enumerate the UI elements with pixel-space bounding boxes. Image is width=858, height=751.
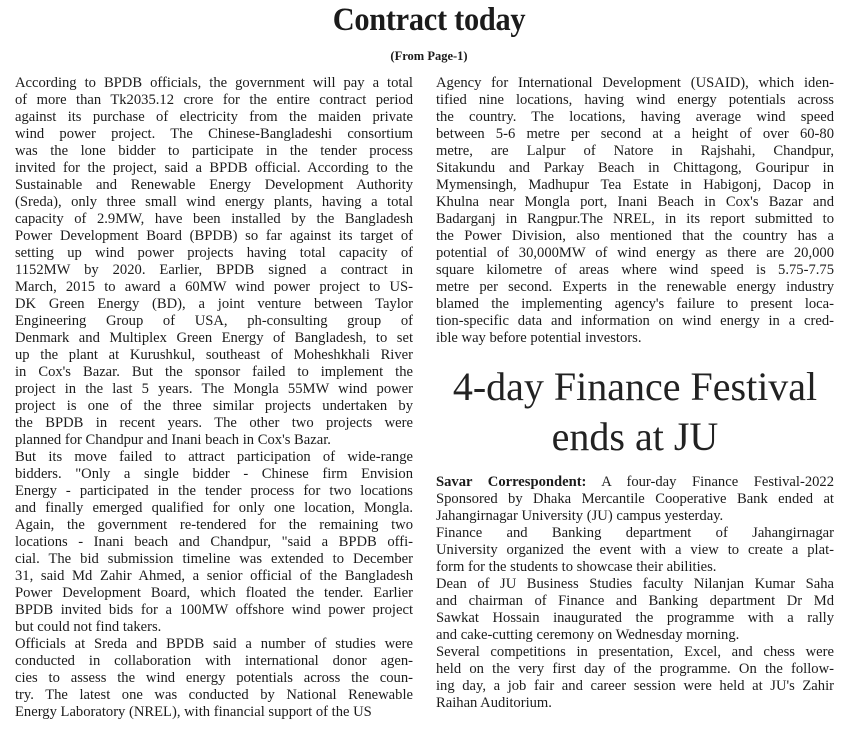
text-line-content: capacity of 2.9MW, have been installed by the Bangladesh	[15, 211, 413, 227]
text-line-content: tion-specific data and information on wind energy in a cred-	[436, 313, 834, 329]
text-line	[15, 109, 413, 126]
text-line	[15, 466, 413, 483]
text-line-content: Mymensingh, Madhupur Tea Estate in Habigonj, Dacop in	[436, 177, 834, 193]
text-line	[15, 568, 413, 585]
text-line	[436, 525, 834, 542]
text-line	[436, 313, 834, 330]
text-line-content: project is one of the three similar projects undertaken by	[15, 398, 413, 414]
text-line	[436, 194, 834, 211]
text-line-content: Sustainable and Renewable Energy Development Authority	[15, 177, 413, 193]
text-line-content: Agency for International Development (USAID), which iden-	[436, 75, 834, 91]
text-line	[15, 449, 413, 466]
text-line	[15, 347, 413, 364]
text-line-content: Power Development Board, which floated the tender. Earlier	[15, 585, 413, 601]
text-line-content: held on the very first day of the programme. On the follow-	[436, 661, 834, 677]
text-line	[436, 576, 834, 593]
text-line	[15, 262, 413, 279]
text-line-content: the country. The locations, having average wind speed	[436, 109, 834, 125]
text-line-content: invited for the project, said a BPDB official. According to the	[15, 160, 413, 176]
text-line	[436, 245, 834, 262]
text-line-content: DK Green Energy (BD), a joint venture between Taylor	[15, 296, 413, 312]
text-line-content: Engineering Group of USA, ph-consulting group of	[15, 313, 413, 329]
text-line	[436, 559, 834, 576]
text-line-content: metre, are Lalpur of Natore in Rajshahi, Chandpur,	[436, 143, 834, 159]
text-line-content: cial. The bid submission timeline was extended to December	[15, 551, 413, 567]
text-line	[15, 160, 413, 177]
text-line-content: According to BPDB officials, the government will pay a total	[15, 75, 413, 91]
text-line-content: and finally emerged qualified for only one location, Mongla.	[15, 500, 413, 516]
text-line-content: Again, the government re-tendered for the remaining two	[15, 517, 413, 533]
text-line	[15, 670, 413, 687]
text-line-content: Energy - participated in the tender process for two locations	[15, 483, 413, 499]
text-line-content: form for the students to showcase their abilities.	[436, 559, 717, 575]
text-line	[15, 585, 413, 602]
text-line-content: metre per second. Experts in the renewable energy industry	[436, 279, 834, 295]
text-line-content: Several competitions in presentation, Excel, and chess were	[436, 644, 834, 660]
text-line-content: conducted in collaboration with international donor agen-	[15, 653, 413, 669]
text-line	[15, 551, 413, 568]
text-line-content: ing day, a job fair and career session were held at JU's Zahir	[436, 678, 834, 694]
text-line	[436, 228, 834, 245]
text-line	[15, 279, 413, 296]
text-line	[436, 109, 834, 126]
text-line	[15, 364, 413, 381]
text-line-content: Power Development Board (BPDB) so far against its target of	[15, 228, 413, 244]
text-line	[15, 177, 413, 194]
text-line-content: Khulna near Mongla port, Inani Beach in Cox's Bazar and	[436, 194, 834, 210]
text-line	[15, 92, 413, 109]
text-line	[15, 704, 413, 721]
text-line-content: was the lone bidder to participate in the tender process	[15, 143, 413, 159]
text-line-content: and chairman of Finance and Banking department Dr Md	[436, 593, 834, 609]
headline-contract-today: Contract today	[332, 2, 526, 38]
text-line-content: Sponsored by Dhaka Mercantile Cooperative Bank ended at	[436, 491, 834, 507]
text-line-content: Dean of JU Business Studies faculty Nilanjan Kumar Saha	[436, 576, 834, 592]
text-line	[15, 245, 413, 262]
text-line	[436, 92, 834, 109]
text-line	[15, 296, 413, 313]
headline-line: 4-day Finance Festival	[452, 364, 818, 409]
text-line-content: Sawkat Hossain inaugurated the programme with a rally	[436, 610, 834, 626]
text-line-content: Sitakundu and Parkay Beach in Chittagong, Gouripur in	[436, 160, 834, 176]
text-line-content: between 5-6 metre per second at a height of over 60-80	[436, 126, 834, 142]
text-line	[15, 687, 413, 704]
article1-right-column	[436, 75, 834, 347]
text-line	[15, 483, 413, 500]
text-line-content: potential of 30,000MW of wind energy as there are 20,000	[436, 245, 834, 261]
text-line-content: Denmark and Multiplex Green Energy of Bangladesh, to set	[15, 330, 413, 346]
text-line	[436, 508, 834, 525]
text-line	[436, 593, 834, 610]
text-line-content: A four-day Finance Festival-2022	[601, 474, 835, 490]
text-line-content: 1152MW by 2020. Earlier, BPDB signed a contract in	[15, 262, 413, 278]
from-page-note: (From Page-1)	[390, 49, 468, 63]
text-line-content: University organized the event with a view to create a plat-	[436, 542, 834, 558]
text-line-content: blamed the implementing agency's failure to present loca-	[436, 296, 834, 312]
text-line-content: in Cox's Bazar. But the sponsor failed to implement the	[15, 364, 413, 380]
text-line	[436, 474, 834, 491]
headline-finance-festival	[436, 362, 834, 462]
text-line	[436, 542, 834, 559]
text-line	[15, 432, 413, 449]
text-line	[15, 75, 413, 92]
text-line	[436, 695, 834, 712]
text-line-content: setting up wind power projects having total capacity of	[15, 245, 413, 261]
text-line	[436, 177, 834, 194]
text-line-content: project in the last 5 years. The Mongla 55MW wind power	[15, 381, 413, 397]
text-line-content: locations - Inani beach and Chandpur, "said a BPDB offi-	[15, 534, 413, 550]
text-line	[436, 262, 834, 279]
text-line-content: Jahangirnagar University (JU) campus yesterday.	[436, 508, 724, 524]
text-line	[436, 678, 834, 695]
text-line-content: March, 2015 to award a 60MW wind power project to US-	[15, 279, 413, 295]
text-line	[436, 296, 834, 313]
text-line-content: bidders. "Only a single bidder - Chinese firm Envision	[15, 466, 413, 482]
text-line	[15, 228, 413, 245]
text-line	[436, 126, 834, 143]
text-line	[15, 330, 413, 347]
text-line	[15, 636, 413, 653]
text-line	[15, 211, 413, 228]
text-line-content: ible way before potential investors.	[436, 330, 642, 346]
text-line	[436, 279, 834, 296]
text-line	[436, 75, 834, 92]
text-line	[436, 610, 834, 627]
text-line	[15, 534, 413, 551]
text-line-content: 31, said Md Zahir Ahmed, a senior official of the Bangladesh	[15, 568, 413, 584]
article2-body	[436, 474, 834, 712]
headline-line: ends at JU	[551, 414, 719, 459]
text-line	[15, 517, 413, 534]
text-line	[15, 602, 413, 619]
text-line	[15, 126, 413, 143]
text-line	[436, 160, 834, 177]
text-line	[436, 211, 834, 228]
text-line-content: tified nine locations, having wind energy potentials across	[436, 92, 834, 108]
byline: Savar Correspondent:	[436, 474, 587, 490]
article1-left-column	[15, 75, 413, 721]
text-line-content: up the plant at Kurushkul, southeast of Moheshkhali River	[15, 347, 413, 363]
text-line	[15, 653, 413, 670]
text-line-content: the BPDB in recent years. The other two projects were	[15, 415, 413, 431]
text-line	[15, 143, 413, 160]
text-line-content: against its purchase of electricity from the maiden private	[15, 109, 413, 125]
text-line-content: of more than Tk2035.12 crore for the entire contract period	[15, 92, 413, 108]
text-line-content: Raihan Auditorium.	[436, 695, 552, 711]
text-line	[436, 627, 834, 644]
text-line	[15, 381, 413, 398]
text-line-content: BPDB invited bids for a 100MW offshore wind power project	[15, 602, 413, 618]
text-line-content: planned for Chandpur and Inani beach in Cox's Bazar.	[15, 432, 331, 448]
text-line-content: the Power Division, also mentioned that the country has a	[436, 228, 834, 244]
text-line	[436, 143, 834, 160]
text-line-content: try. The latest one was conducted by National Renewable	[15, 687, 413, 703]
text-line-content: Energy Laboratory (NREL), with financial support of the US	[15, 704, 372, 720]
text-line-content: and cake-cutting ceremony on Wednesday morning.	[436, 627, 740, 643]
text-line	[436, 491, 834, 508]
text-line-content: (Sreda), only three small wind energy plants, having a total	[15, 194, 413, 210]
text-line	[15, 194, 413, 211]
text-line-content: but could not find takers.	[15, 619, 162, 635]
text-line-content: wind power project. The Chinese-Bangladeshi consortium	[15, 126, 413, 142]
text-line	[436, 661, 834, 678]
text-line-content: Badarganj in Rangpur.The NREL, in its report submitted to	[436, 211, 834, 227]
text-line	[15, 500, 413, 517]
text-line	[15, 398, 413, 415]
text-line-content: Officials at Sreda and BPDB said a number of studies were	[15, 636, 413, 652]
text-line-content: But its move failed to attract participation of wide-range	[15, 449, 413, 465]
text-line	[15, 313, 413, 330]
text-line	[15, 415, 413, 432]
text-line-content: cies to assess the wind energy potentials across the coun-	[15, 670, 413, 686]
text-line	[15, 619, 413, 636]
text-line	[436, 330, 834, 347]
text-line-content: square kilometre of areas where wind speed is 5.75-7.75	[436, 262, 834, 278]
text-line	[436, 644, 834, 661]
text-line-content: Finance and Banking department of Jahangirnagar	[436, 525, 834, 541]
